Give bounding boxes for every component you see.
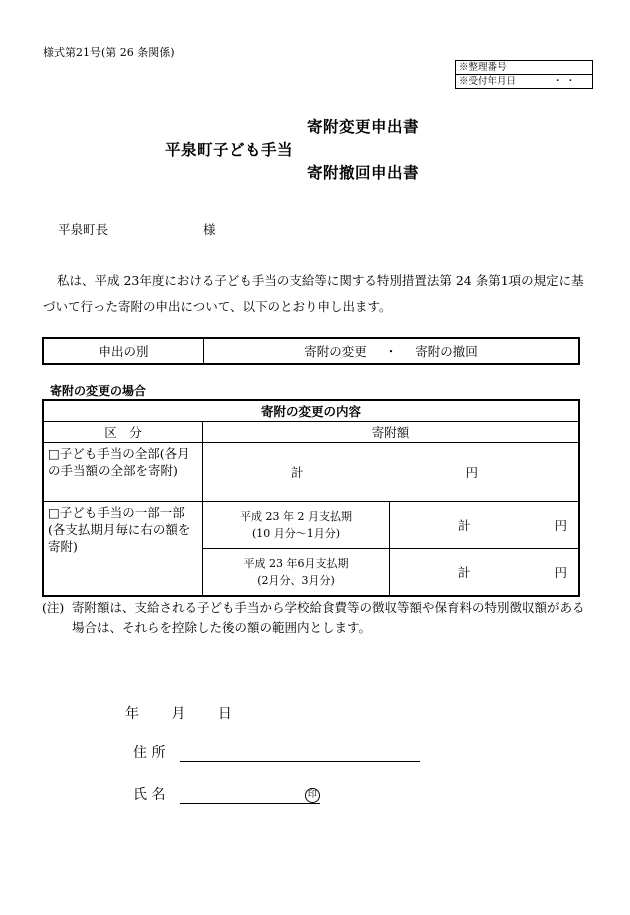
- row-full-label: □子ども手当の全部(各月の手当額の全部を寄附): [43, 443, 203, 502]
- row-full-amount[interactable]: [203, 443, 580, 502]
- period-feb-yen: 円: [554, 517, 568, 533]
- period-feb-line1: 平成 23 年 2 月支払期: [240, 510, 352, 523]
- period-jun-yen: 円: [554, 564, 568, 580]
- year-label: 年: [125, 706, 139, 722]
- seal-mark: 印: [305, 788, 320, 803]
- period-feb-amount[interactable]: [390, 502, 580, 549]
- change-table-title: 寄附の変更の内容: [43, 400, 579, 422]
- address-line: [133, 742, 420, 762]
- option-withdraw[interactable]: 寄附の撤回: [415, 344, 478, 359]
- month-label: 月: [171, 706, 186, 722]
- row-full-yen: 円: [465, 464, 479, 480]
- form-number: 様式第21号(第 26 条関係): [43, 46, 175, 59]
- request-type-options: [204, 338, 580, 364]
- reception-number: ※整理番号: [459, 62, 507, 73]
- title-withdraw: 寄附撤回申出書: [307, 163, 420, 182]
- col-amount: 寄附額: [203, 422, 580, 443]
- note: [42, 598, 594, 638]
- name-field[interactable]: [180, 787, 320, 804]
- date-line: [125, 703, 232, 723]
- name-label: 氏 名: [133, 787, 166, 803]
- reception-date: [456, 74, 592, 88]
- address-label: 住 所: [133, 745, 166, 761]
- period-jun-line2: (2月分、3月分): [257, 574, 335, 587]
- period-jun-line1: 平成 23 年6月支払期: [243, 557, 349, 570]
- note-text: 寄附額は、支給される子ども手当から学校給食費等の徴収等額や保育料の特別徴収額がある場合は、それらを控除した後の額の範囲内とします。: [72, 600, 585, 635]
- addressee-honorific: 様: [203, 222, 216, 237]
- period-jun-total: 計: [458, 564, 471, 580]
- period-jun-amount[interactable]: [390, 549, 580, 597]
- body-text: 私は、平成 23年度における子ども手当の支給等に関する特別措置法第 24 条第1項の規定に基づいて行った寄附の申出について、以下のとおり申し出ます。: [43, 273, 584, 314]
- addressee-name: 平泉町長: [58, 222, 109, 237]
- address-field[interactable]: [180, 747, 420, 762]
- reception-date-label: ※受付年月日: [459, 76, 517, 87]
- change-table: [42, 399, 580, 597]
- period-feb-line2: (10 月分～1月分): [251, 527, 341, 540]
- change-section-heading: 寄附の変更の場合: [50, 384, 147, 398]
- name-line: [133, 784, 320, 804]
- period-feb: [203, 502, 390, 549]
- row-full-total: 計: [291, 464, 304, 480]
- request-type-label: 申出の別: [43, 338, 204, 364]
- period-jun: [203, 549, 390, 597]
- note-prefix: (注): [42, 600, 65, 615]
- request-type-table: [42, 337, 580, 365]
- title-main: 平泉町子ども手当: [165, 140, 294, 159]
- period-feb-total: 計: [458, 517, 471, 533]
- reception-box: [455, 60, 593, 89]
- reception-date-dots: ・ ・: [553, 76, 576, 87]
- title-change: 寄附変更申出書: [307, 117, 420, 136]
- option-separator: ・: [384, 344, 398, 359]
- row-partial-label: □子ども手当の一部一部(各支払期月毎に右の額を寄附): [43, 502, 203, 597]
- option-change[interactable]: 寄附の変更: [304, 344, 367, 359]
- day-label: 日: [217, 706, 232, 722]
- col-category: 区 分: [43, 422, 203, 443]
